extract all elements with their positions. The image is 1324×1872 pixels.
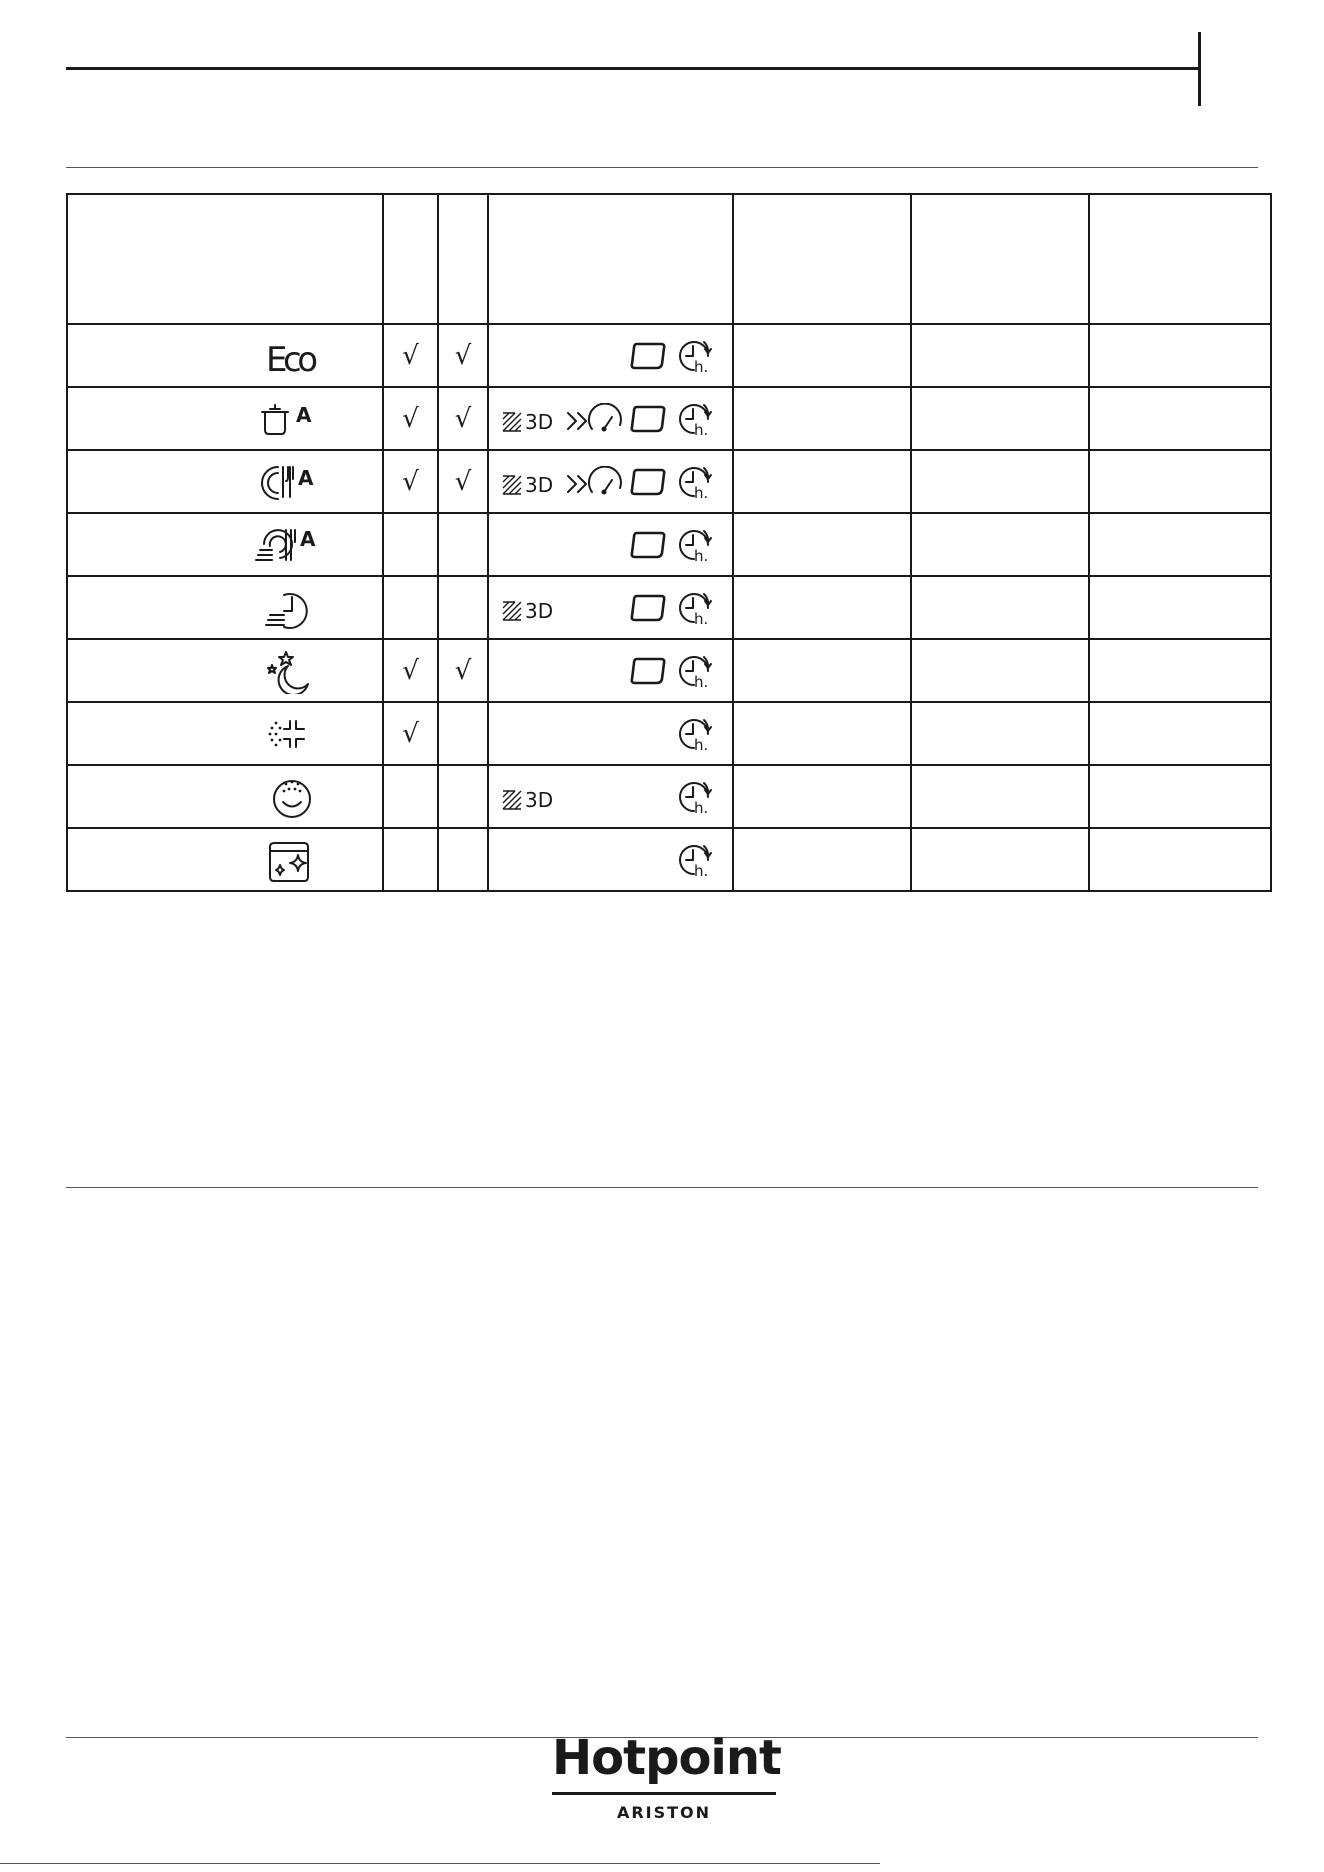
eco-text-icon	[262, 339, 322, 379]
quick-clock-icon	[262, 599, 322, 616]
col-7-cell	[1089, 576, 1271, 639]
option-1-cell	[383, 450, 438, 513]
delay-start-icon	[676, 588, 716, 628]
col-5-cell	[733, 450, 911, 513]
check-mark: √	[402, 466, 419, 497]
check-mark: √	[454, 466, 472, 497]
col-5-cell	[733, 639, 911, 702]
option-2-cell	[438, 702, 488, 765]
tablet-icon	[629, 654, 669, 688]
col-5-cell	[733, 513, 911, 576]
section-rule-top	[66, 167, 1258, 168]
svg-text:A: A	[300, 526, 316, 551]
turbo-speed-icon	[564, 403, 624, 435]
col-6-cell	[911, 765, 1089, 828]
tablet-icon	[629, 339, 669, 373]
pot-auto-icon	[252, 402, 322, 427]
svg-text:3D: 3D	[525, 787, 554, 812]
program-cell	[67, 765, 383, 828]
col-7-cell	[1089, 324, 1271, 387]
col-6-cell	[911, 702, 1089, 765]
table-row	[67, 387, 1271, 450]
brand-logo	[552, 1730, 781, 1822]
delay-start-icon	[676, 399, 716, 439]
option-2-cell	[438, 765, 488, 828]
machine-clean-sparkle-icon	[262, 851, 322, 868]
col-5-cell	[733, 387, 911, 450]
table-row	[67, 702, 1271, 765]
svg-text:h.: h.	[694, 861, 709, 880]
svg-text:A: A	[296, 402, 312, 427]
col-7-cell	[1089, 450, 1271, 513]
option-2-cell	[438, 324, 488, 387]
col-header-7	[1089, 194, 1271, 324]
option-2-cell	[438, 513, 488, 576]
delay-start-icon	[676, 525, 716, 565]
available-options-cell	[488, 450, 733, 513]
program-cell	[67, 702, 383, 765]
col-6-cell	[911, 450, 1089, 513]
svg-text:Eco: Eco	[266, 339, 318, 379]
3d-zone-wash-icon	[499, 403, 563, 435]
delay-start-icon	[676, 714, 716, 754]
program-cell	[67, 387, 383, 450]
svg-text:h.: h.	[694, 483, 709, 502]
tablet-icon	[629, 465, 669, 499]
col-header-option-1	[383, 194, 438, 324]
check-mark: √	[454, 340, 472, 371]
program-cell	[67, 324, 383, 387]
table-row	[67, 828, 1271, 891]
program-cell	[67, 450, 383, 513]
svg-text:3D: 3D	[525, 472, 554, 497]
available-options-cell	[488, 387, 733, 450]
plate-cutlery-auto-icon	[252, 465, 322, 490]
col-6-cell	[911, 828, 1089, 891]
col-7-cell	[1089, 765, 1271, 828]
section-rule-middle	[66, 1187, 1258, 1188]
delay-start-icon	[676, 840, 716, 880]
svg-text:h.: h.	[694, 420, 709, 439]
available-options-cell	[488, 639, 733, 702]
col-6-cell	[911, 324, 1089, 387]
option-1-cell	[383, 324, 438, 387]
3d-zone-wash-icon	[499, 466, 563, 498]
option-1-cell	[383, 513, 438, 576]
col-5-cell	[733, 765, 911, 828]
col-7-cell	[1089, 387, 1271, 450]
option-1-cell	[383, 765, 438, 828]
table-row	[67, 450, 1271, 513]
col-7-cell	[1089, 513, 1271, 576]
option-1-cell	[383, 702, 438, 765]
fast-plate-cutlery-auto-icon	[252, 526, 322, 553]
col-6-cell	[911, 639, 1089, 702]
3d-zone-wash-icon	[499, 781, 563, 813]
tablet-icon	[629, 591, 669, 625]
delay-start-icon	[676, 777, 716, 817]
program-cell	[67, 576, 383, 639]
table-row	[67, 765, 1271, 828]
svg-text:h.: h.	[694, 672, 709, 691]
available-options-cell	[488, 828, 733, 891]
hygiene-smile-icon	[262, 788, 322, 805]
svg-text:h.: h.	[694, 609, 709, 628]
header-tick	[1198, 32, 1201, 106]
3d-zone-wash-icon	[499, 592, 563, 624]
option-1-cell	[383, 387, 438, 450]
delay-start-icon	[676, 336, 716, 376]
tablet-icon	[629, 402, 669, 436]
col-7-cell	[1089, 828, 1271, 891]
col-header-5	[733, 194, 911, 324]
turbo-speed-icon	[564, 466, 624, 498]
col-6-cell	[911, 576, 1089, 639]
col-7-cell	[1089, 639, 1271, 702]
col-5-cell	[733, 576, 911, 639]
svg-text:h.: h.	[694, 546, 709, 565]
check-mark: √	[454, 655, 472, 686]
col-header-6	[911, 194, 1089, 324]
option-2-cell	[438, 828, 488, 891]
table-header-row	[67, 194, 1271, 324]
svg-text:h.: h.	[694, 735, 709, 754]
svg-text:h.: h.	[694, 798, 709, 817]
prewash-spray-icon	[262, 725, 322, 742]
check-mark: √	[402, 655, 419, 686]
night-moon-stars-icon	[262, 662, 322, 679]
delay-start-icon	[676, 651, 716, 691]
table-row	[67, 324, 1271, 387]
available-options-cell	[488, 324, 733, 387]
table-row	[67, 576, 1271, 639]
col-5-cell	[733, 828, 911, 891]
program-cell	[67, 828, 383, 891]
table-row	[67, 639, 1271, 702]
program-cell	[67, 639, 383, 702]
col-header-option-2	[438, 194, 488, 324]
delay-start-icon	[676, 462, 716, 502]
col-5-cell	[733, 702, 911, 765]
option-2-cell	[438, 576, 488, 639]
program-cell	[67, 513, 383, 576]
col-header-available-options	[488, 194, 733, 324]
check-mark: √	[402, 403, 419, 434]
svg-text:3D: 3D	[525, 409, 554, 434]
option-1-cell	[383, 576, 438, 639]
col-7-cell	[1089, 702, 1271, 765]
svg-text:A: A	[298, 465, 314, 490]
available-options-cell	[488, 576, 733, 639]
brand-underline	[552, 1792, 776, 1795]
tablet-icon	[629, 528, 669, 562]
table-row	[67, 513, 1271, 576]
col-6-cell	[911, 387, 1089, 450]
header-rule	[66, 67, 1200, 70]
option-2-cell	[438, 387, 488, 450]
option-2-cell	[438, 450, 488, 513]
brand-name: Hotpoint	[552, 1730, 781, 1786]
brand-sub: ARISTON	[616, 1803, 712, 1822]
col-header-program	[67, 194, 383, 324]
check-mark: √	[402, 718, 419, 749]
check-mark: √	[454, 403, 472, 434]
option-1-cell	[383, 828, 438, 891]
option-1-cell	[383, 639, 438, 702]
page-bottom-rule	[0, 1863, 880, 1864]
available-options-cell	[488, 513, 733, 576]
program-table	[66, 193, 1272, 892]
available-options-cell	[488, 765, 733, 828]
check-mark: √	[402, 340, 419, 371]
svg-text:h.: h.	[694, 357, 709, 376]
col-5-cell	[733, 324, 911, 387]
svg-text:3D: 3D	[525, 598, 554, 623]
option-2-cell	[438, 639, 488, 702]
available-options-cell	[488, 702, 733, 765]
col-6-cell	[911, 513, 1089, 576]
